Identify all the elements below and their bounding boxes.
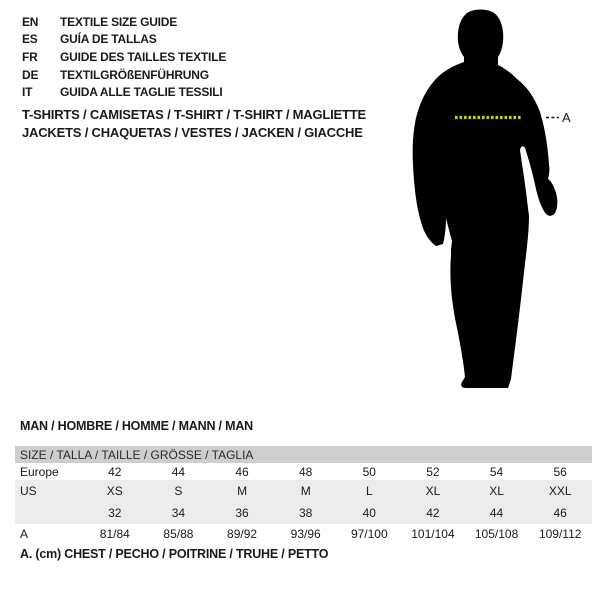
size-cell: L (365, 484, 373, 498)
table-row-europe (15, 463, 592, 480)
size-cell: 36 (235, 506, 249, 520)
size-cell: 89/92 (227, 526, 258, 541)
size-cell: 46 (553, 506, 567, 520)
size-cell: 48 (299, 464, 313, 479)
man-silhouette (413, 10, 558, 389)
language-row-de (22, 66, 226, 84)
language-list (22, 13, 226, 101)
size-cell: 85/88 (163, 526, 194, 541)
size-cell: 52 (426, 464, 440, 479)
row-label (15, 502, 83, 524)
measurement-caption: A. (cm) CHEST / PECHO / POITRINE / TRUHE / PETTO (20, 547, 329, 561)
size-cell: S (174, 484, 183, 498)
size-cell: 42 (426, 506, 440, 520)
section-title-man: MAN / HOMBRE / HOMME / MANN / MAN (20, 419, 253, 433)
language-row-es (22, 31, 226, 49)
size-table-header-row (15, 446, 592, 463)
table-row-us-numbers (15, 502, 592, 524)
language-row-it (22, 83, 226, 101)
category-jackets: JACKETS / CHAQUETAS / VESTES / JACKEN / GIACCHE (22, 125, 363, 140)
language-label: TEXTILE SIZE GUIDE (60, 14, 178, 29)
size-cell: 32 (108, 506, 122, 520)
size-cell: 38 (299, 506, 313, 520)
size-cell: M (300, 484, 311, 498)
size-table-header: SIZE / TALLA / TAILLE / GRÖSSE / TAGLIA (20, 447, 254, 462)
row-label: A (20, 526, 29, 541)
size-cell: 50 (362, 464, 376, 479)
size-cell: 54 (489, 464, 504, 479)
language-code: DE (22, 67, 39, 82)
size-cell: 40 (362, 506, 376, 520)
language-label: GUÍA DE TALLAS (60, 32, 157, 47)
size-cell: M (237, 484, 248, 498)
size-cell: 34 (171, 506, 186, 520)
man-silhouette-figure (400, 0, 580, 395)
size-cell: 46 (235, 464, 249, 479)
language-label: TEXTILGRÖßENFÜHRUNG (60, 67, 209, 82)
size-cell: 93/96 (290, 526, 321, 541)
language-label: GUIDE DES TAILLES TEXTILE (60, 49, 227, 64)
language-row-en (22, 13, 226, 31)
size-cell: 101/104 (411, 526, 455, 541)
size-cell: 44 (489, 506, 504, 520)
category-tshirts: T-SHIRTS / CAMISETAS / T-SHIRT / T-SHIRT / MAGLIETTE (22, 107, 366, 122)
language-code: ES (22, 32, 38, 47)
size-cell: XS (106, 484, 123, 498)
size-table (15, 446, 592, 543)
size-cell: 109/112 (538, 526, 582, 541)
row-label: Europe (20, 464, 59, 479)
table-row-us-letters (15, 480, 592, 502)
size-cell: 56 (553, 464, 567, 479)
language-code: IT (22, 85, 33, 100)
language-row-fr (22, 48, 226, 66)
size-cell: 97/100 (350, 526, 388, 541)
size-cell: XXL (548, 484, 572, 498)
row-label: US (20, 484, 37, 498)
size-cell: XL (489, 484, 504, 498)
table-row-chest-cm (15, 524, 592, 543)
language-code: FR (22, 49, 38, 64)
language-label: GUIDA ALLE TAGLIE TESSILI (60, 85, 223, 100)
measure-label-a: A (562, 110, 571, 125)
size-cell: 105/108 (474, 526, 519, 541)
language-code: EN (22, 14, 39, 29)
size-cell: 81/84 (99, 526, 130, 541)
size-cell: 44 (171, 464, 186, 479)
size-cell: XL (425, 484, 441, 498)
size-cell: 42 (108, 464, 122, 479)
category-list (22, 106, 366, 142)
